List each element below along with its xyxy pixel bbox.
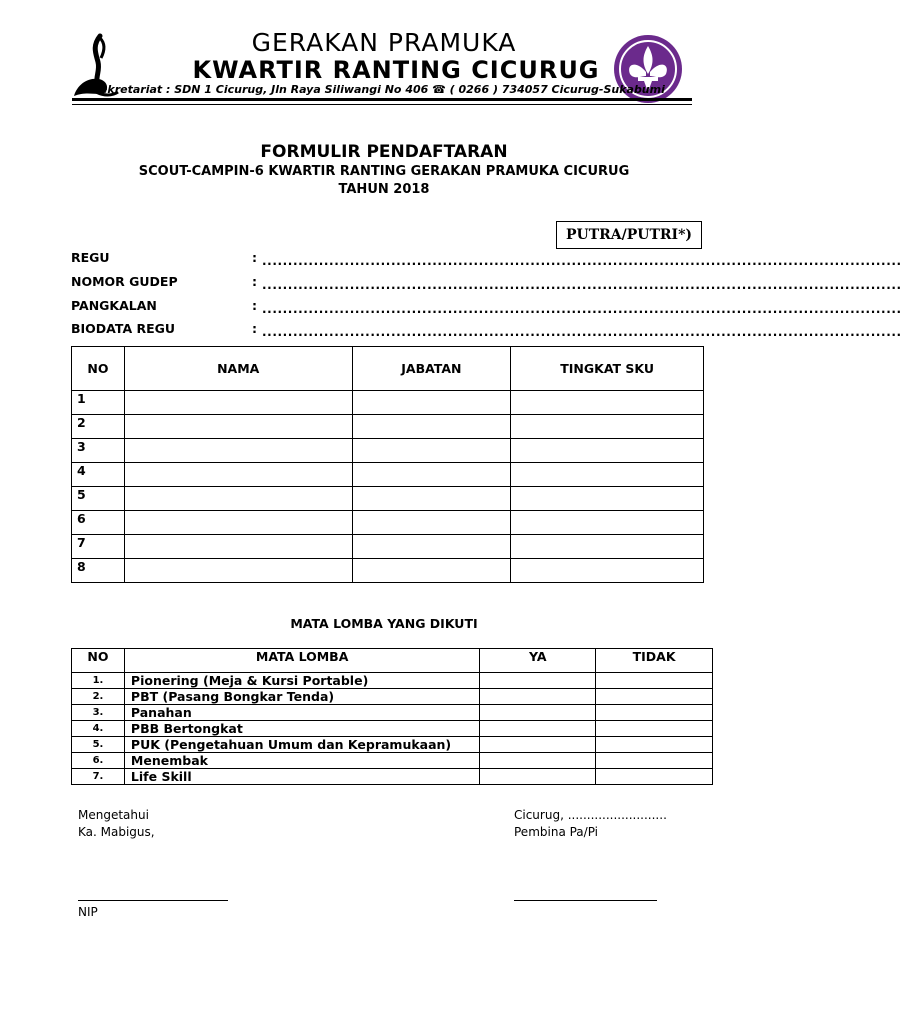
cell-jabatan[interactable] [352,511,511,535]
table-row [72,705,713,721]
table-row [72,535,704,559]
table-row [72,559,704,583]
form-subtitle: SCOUT-CAMPIN-6 KWARTIR RANTING GERAKAN PRAMUKA CICURUG [138,164,630,179]
row-number: 8 [72,559,125,583]
field-input-regu[interactable]: ............................................................................................................................ [262,254,902,268]
competition-name: Menembak [124,753,479,769]
cell-jabatan[interactable] [352,415,511,439]
cell-nama[interactable] [124,559,352,583]
field-input-pangkalan[interactable]: ............................................................................................................................ [262,302,902,316]
competition-name: PBB Bertongkat [124,721,479,737]
cell-nama[interactable] [124,487,352,511]
field-label-biodata-regu: BIODATA REGU [71,321,176,336]
row-number: 7 [72,535,125,559]
field-colon: : [252,321,257,336]
cell-nama[interactable] [124,463,352,487]
cell-nama[interactable] [124,391,352,415]
competition-name: Life Skill [124,769,479,785]
column-header-tingkat-sku: TINGKAT SKU [511,347,704,391]
cell-tidak[interactable] [596,673,713,689]
row-number: 3. [72,705,125,721]
sig-left-signature-line [78,900,228,901]
sig-right-line2: Pembina Pa/Pi [514,825,599,839]
cell-tingkat-sku[interactable] [511,415,704,439]
cell-tidak[interactable] [596,737,713,753]
gender-box: PUTRA/PUTRI*) [556,221,702,249]
address-line: Sekretariat : SDN 1 Cicurug, Jln Raya Siliwangi No 406 ☎ ( 0266 ) 734057 Cicurug-Sukabumi [92,83,665,96]
table-row [72,415,704,439]
sig-right-signature-line [514,900,657,901]
table-header-row [72,347,704,391]
sig-left-line1: Mengetahui [78,808,149,822]
row-number: 2 [72,415,125,439]
field-label-regu: REGU [71,250,110,265]
cell-jabatan[interactable] [352,535,511,559]
competition-name: PBT (Pasang Bongkar Tenda) [124,689,479,705]
cell-tingkat-sku[interactable] [511,391,704,415]
cell-tidak[interactable] [596,705,713,721]
competition-section-title: MATA LOMBA YANG DIKUTI [290,616,478,631]
cell-ya[interactable] [480,769,596,785]
column-header-ya: YA [480,649,596,673]
table-row [72,487,704,511]
cell-tingkat-sku[interactable] [511,559,704,583]
cell-ya[interactable] [480,689,596,705]
sig-right-line1: Cicurug, .......................... [514,808,667,822]
cell-jabatan[interactable] [352,463,511,487]
row-number: 5. [72,737,125,753]
cell-nama[interactable] [124,415,352,439]
sig-left-line2: Ka. Mabigus, [78,825,155,839]
branch-name: KWARTIR RANTING CICURUG [192,56,600,84]
field-label-nomor-gudep: NOMOR GUDEP [71,274,178,289]
form-year: TAHUN 2018 [338,182,430,197]
cell-nama[interactable] [124,535,352,559]
cell-ya[interactable] [480,721,596,737]
cell-ya[interactable] [480,753,596,769]
cell-tidak[interactable] [596,721,713,737]
cell-jabatan[interactable] [352,487,511,511]
letterhead-rule-thick [72,98,692,101]
table-row [72,753,713,769]
row-number: 3 [72,439,125,463]
table-row [72,511,704,535]
row-number: 1 [72,391,125,415]
cell-tingkat-sku[interactable] [511,535,704,559]
column-header-tidak: TIDAK [596,649,713,673]
cell-tingkat-sku[interactable] [511,511,704,535]
table-row [72,673,713,689]
cell-nama[interactable] [124,511,352,535]
field-input-nomor-gudep[interactable]: ............................................................................................................................ [262,278,902,292]
cell-ya[interactable] [480,705,596,721]
table-row [72,721,713,737]
column-header-mata-lomba: MATA LOMBA [124,649,479,673]
table-header-row [72,649,713,673]
column-header-jabatan: JABATAN [352,347,511,391]
row-number: 1. [72,673,125,689]
row-number: 7. [72,769,125,785]
cell-tingkat-sku[interactable] [511,439,704,463]
competition-name: Pionering (Meja & Kursi Portable) [124,673,479,689]
field-colon: : [252,274,257,289]
cell-tingkat-sku[interactable] [511,463,704,487]
row-number: 2. [72,689,125,705]
row-number: 4 [72,463,125,487]
table-row [72,769,713,785]
column-header-no: NO [72,649,125,673]
row-number: 6. [72,753,125,769]
row-number: 5 [72,487,125,511]
cell-tidak[interactable] [596,753,713,769]
column-header-nama: NAMA [124,347,352,391]
form-title: FORMULIR PENDAFTARAN [260,142,508,162]
cell-jabatan[interactable] [352,391,511,415]
cell-jabatan[interactable] [352,559,511,583]
table-row [72,391,704,415]
table-row [72,737,713,753]
sig-left-nip: NIP [78,905,98,919]
field-label-pangkalan: PANGKALAN [71,298,157,313]
column-header-no: NO [72,347,125,391]
org-name: GERAKAN PRAMUKA [251,28,517,57]
competition-name: PUK (Pengetahuan Umum dan Kepramukaan) [124,737,479,753]
field-colon: : [252,298,257,313]
competition-name: Panahan [124,705,479,721]
letterhead-rule-thin [72,104,692,105]
cell-tidak[interactable] [596,769,713,785]
members-table [71,346,704,583]
cell-jabatan[interactable] [352,439,511,463]
cell-ya[interactable] [480,673,596,689]
row-number: 6 [72,511,125,535]
table-row [72,439,704,463]
field-colon: : [252,250,257,265]
cell-tingkat-sku[interactable] [511,487,704,511]
cell-ya[interactable] [480,737,596,753]
row-number: 4. [72,721,125,737]
table-row [72,463,704,487]
cell-nama[interactable] [124,439,352,463]
table-row [72,689,713,705]
field-input-biodata-regu[interactable]: ............................................................................................................................ [262,325,902,339]
competition-table [71,648,713,785]
cell-tidak[interactable] [596,689,713,705]
